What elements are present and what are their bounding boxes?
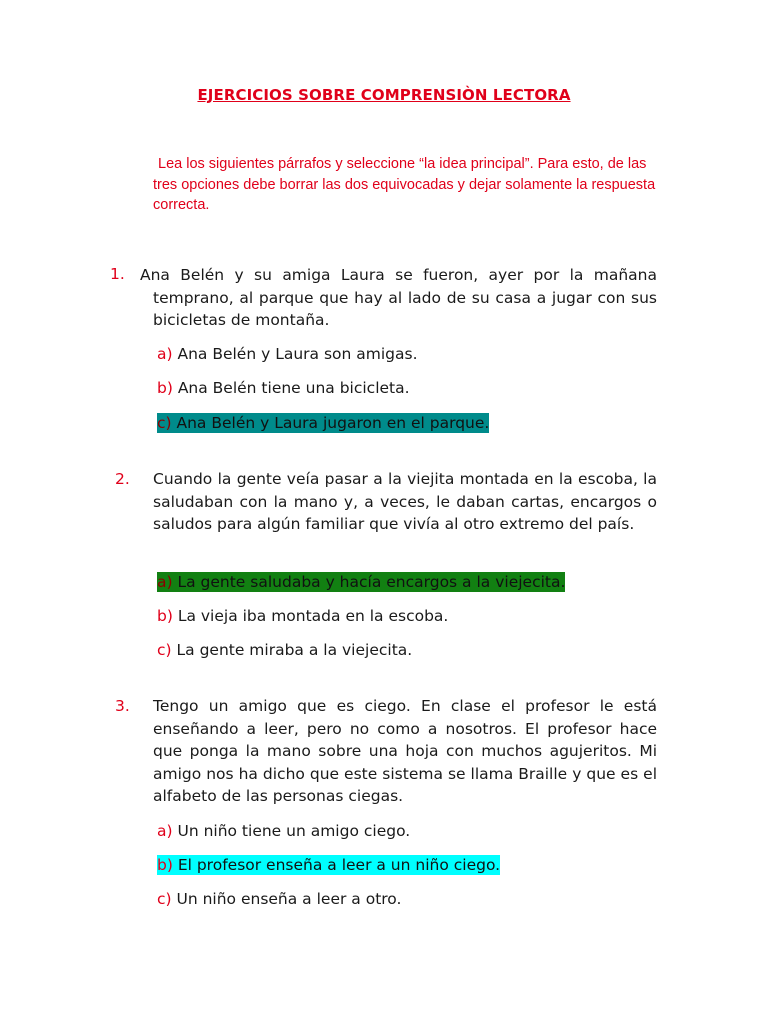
option-text: La gente miraba a la viejecita.: [171, 641, 413, 659]
option-letter: b): [157, 856, 173, 874]
question-text: Ana Belén y su amiga Laura se fueron, ayer por la mañana temprano, al parque que hay al lado de su casa a jugar con sus bicicletas de montaña.: [140, 266, 657, 329]
question-text: Cuando la gente veía pasar a la viejita montada en la escoba, la saludaban con la mano y, a veces, le daban cartas, encargos o saludos para algún familiar que vivía al otro extremo del país.: [153, 470, 657, 533]
option-c[interactable]: [157, 889, 401, 909]
option-letter: b): [157, 607, 173, 625]
question-text: Tengo un amigo que es ciego. En clase el profesor le está enseñando a leer, pero no como a nosotros. El profesor hace que ponga la mano sobre una hoja con muchos agujeritos. Mi amigo nos ha dicho que este sistema se llama Braille y que es el alfabeto de las personas ciegas.: [153, 697, 657, 805]
option-c-highlighted[interactable]: [157, 413, 489, 433]
question-number: 3.: [115, 697, 130, 715]
document-title: EJERCICIOS SOBRE COMPRENSIÒN LECTORA: [197, 86, 571, 104]
option-b[interactable]: [157, 606, 448, 626]
option-letter: a): [157, 573, 173, 591]
option-b-highlighted[interactable]: [157, 855, 500, 875]
option-letter: c): [157, 890, 172, 908]
option-a[interactable]: [157, 344, 418, 364]
question-number: 2.: [115, 470, 130, 488]
question-number: 1.: [110, 265, 125, 283]
option-a[interactable]: [157, 821, 410, 841]
option-text: Ana Belén tiene una bicicleta.: [172, 379, 410, 397]
option-text: La vieja iba montada en la escoba.: [172, 607, 449, 625]
option-c[interactable]: [157, 640, 412, 660]
option-text: Un niño tiene un amigo ciego.: [172, 822, 411, 840]
option-text: La gente saludaba y hacía encargos a la viejecita.: [172, 573, 566, 591]
option-letter: a): [157, 822, 173, 840]
option-a-highlighted[interactable]: [157, 572, 565, 592]
option-letter: b): [157, 379, 173, 397]
instructions-paragraph: Lea los siguientes párrafos y seleccione “la idea principal”. Para esto, de las tres opciones debe borrar las dos equivocadas y dejar solamente la respuesta correcta.: [153, 156, 656, 213]
option-letter: c): [157, 641, 172, 659]
option-text: El profesor enseña a leer a un niño ciego.: [172, 856, 501, 874]
option-text: Un niño enseña a leer a otro.: [171, 890, 402, 908]
option-text: Ana Belén y Laura son amigas.: [172, 345, 418, 363]
option-letter: a): [157, 345, 173, 363]
option-letter: c): [157, 414, 172, 432]
option-b[interactable]: [157, 378, 410, 398]
option-text: Ana Belén y Laura jugaron en el parque.: [171, 414, 490, 432]
